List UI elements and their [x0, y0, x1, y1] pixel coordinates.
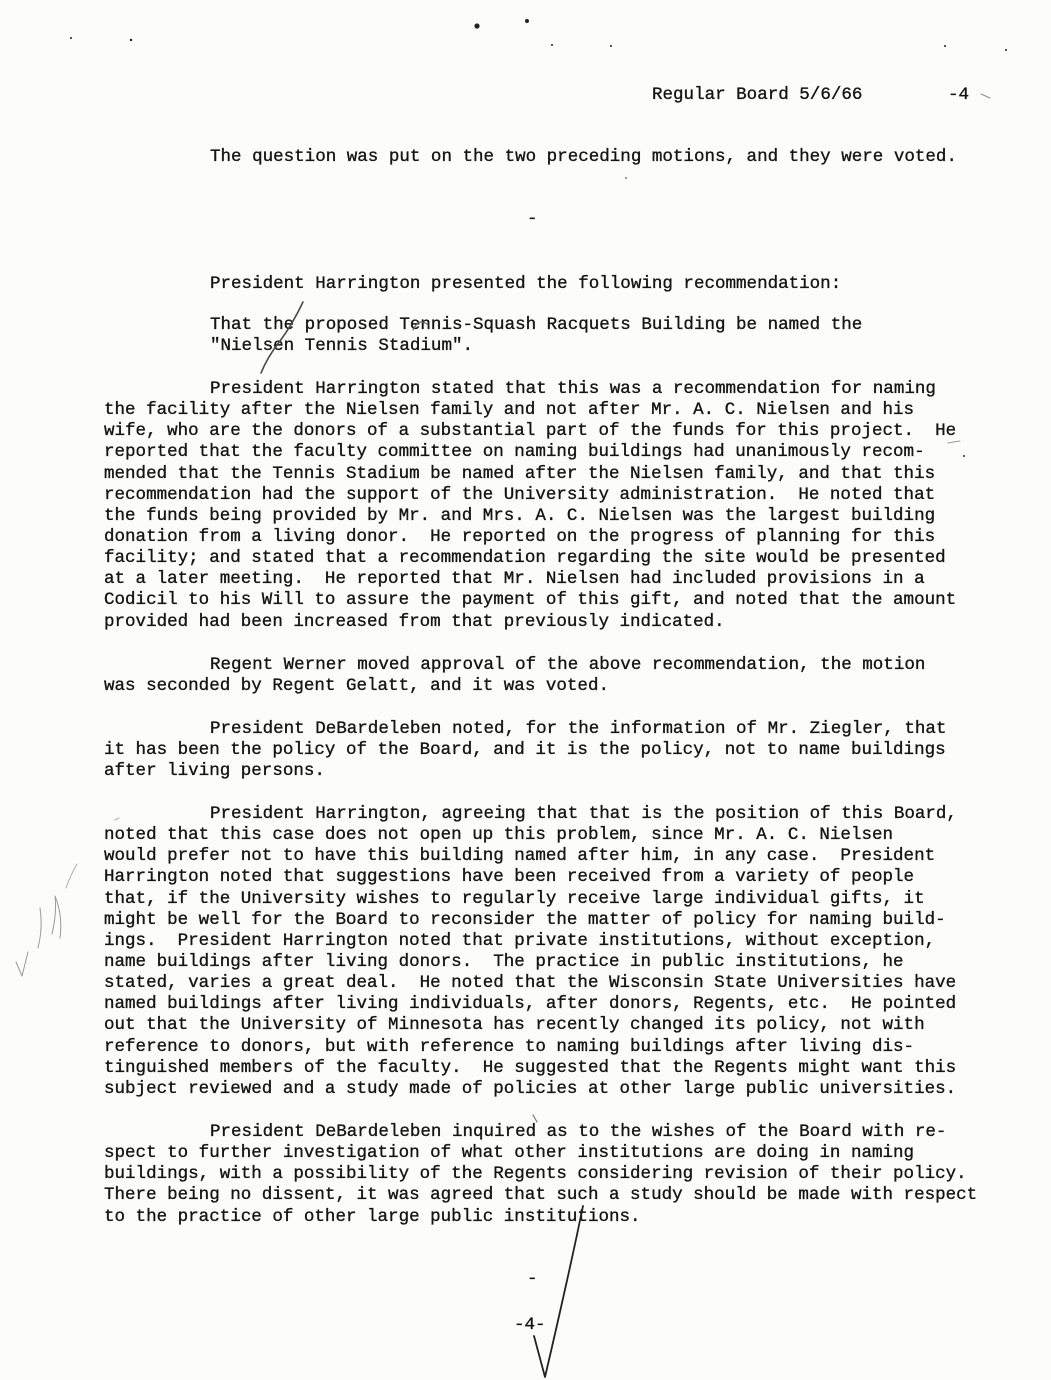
text-line: was seconded by Regent Gelatt, and it was voted.: [104, 676, 609, 697]
paragraph-study-agreement: [104, 1122, 977, 1228]
scan-speck: [130, 39, 132, 41]
text-line: That the proposed Tennis-Squash Racquets Building be named the: [210, 315, 863, 335]
margin-scribble: [66, 864, 77, 888]
text-line: at a later meeting. He reported that Mr. Nielsen had included provisions in a: [104, 569, 925, 590]
text-line: wife, who are the donors of a substantial part of the funds for this project. He: [104, 421, 957, 442]
text-line: "Nielsen Tennis Stadium".: [210, 336, 474, 357]
scan-speck: [1005, 49, 1007, 51]
text-line: buildings, with a possibility of the Regents considering revision of their policy.: [104, 1164, 967, 1185]
tick-mark: [533, 1115, 537, 1122]
text-line: President Harrington stated that this was a recommendation for naming: [210, 379, 936, 399]
text-line: Regent Werner moved approval of the above recommendation, the motion: [210, 655, 926, 675]
text-line: President DeBardeleben inquired as to the wishes of the Board with re-: [210, 1122, 947, 1142]
text-line: donation from a living donor. He reported on the progress of planning for this: [104, 526, 936, 547]
scan-speck: [70, 37, 72, 39]
paragraph-naming-recommendation: [104, 379, 956, 633]
text-line: after living persons.: [104, 761, 325, 782]
text-line: named buildings after living individuals, after donors, Regents, etc. He pointed: [104, 994, 957, 1015]
text-line: tinguished members of the faculty. He suggested that the Regents might want this: [104, 1057, 957, 1078]
text-line: subject reviewed and a study made of policies at other large public universities.: [104, 1078, 957, 1099]
paragraph-policy-discussion: [104, 804, 957, 1100]
text-line: name buildings after living donors. The practice in public institutions, he: [104, 951, 904, 972]
margin-scribble: [16, 952, 28, 976]
scan-speck: [963, 455, 965, 457]
recommendation-quote: [210, 315, 862, 357]
text-line: that, if the University wishes to regularly receive large individual gifts, it: [104, 888, 925, 909]
text-line: There being no dissent, it was agreed that such a study should be made with respect: [104, 1185, 978, 1206]
text-line: ings. President Harrington noted that private institutions, without exception,: [104, 930, 936, 951]
header-mark: [981, 94, 990, 98]
text-line: might be well for the Board to reconsider the matter of policy for naming build-: [104, 909, 946, 930]
separator-top: -: [527, 209, 538, 229]
header-page-number: -4: [948, 85, 970, 105]
text-line: the facility after the Nielsen family and not after Mr. A. C. Nielsen and his: [104, 400, 915, 421]
header-title: Regular Board 5/6/66: [652, 85, 863, 105]
separator-bottom: -: [527, 1269, 538, 1289]
text-line: facility; and stated that a recommendation regarding the site would be presented: [104, 548, 946, 569]
text-line: stated, varies a great deal. He noted that the Wisconsin State Universities have: [104, 973, 957, 994]
text-line: the funds being provided by Mr. and Mrs. A. C. Nielsen was the largest building: [104, 505, 936, 526]
scan-speck: [944, 45, 946, 47]
scan-speck: [610, 45, 612, 47]
text-line: out that the University of Minnesota has recently changed its policy, not with: [104, 1015, 925, 1036]
intro-line: The question was put on the two preceding motions, and they were voted.: [210, 147, 957, 167]
margin-scribble: [38, 908, 41, 948]
paragraph-motion-approval: [104, 655, 925, 697]
check-mark: [534, 1206, 583, 1377]
text-line: noted that this case does not open up this problem, since Mr. A. C. Nielsen: [104, 825, 894, 846]
text-line: President DeBardeleben noted, for the information of Mr. Ziegler, that: [210, 719, 947, 739]
scan-speck: [525, 19, 529, 23]
footer-page-number: -4-: [514, 1315, 546, 1335]
paragraph-board-policy: [104, 719, 946, 782]
text-line: provided had been increased from that previously indicated.: [104, 611, 725, 632]
text-line: Codicil to his Will to assure the payment of this gift, and noted that the amount: [104, 590, 957, 611]
text-line: mended that the Tennis Stadium be named after the Nielsen family, and that this: [104, 463, 936, 484]
text-line: it has been the policy of the Board, and it is the policy, not to name buildings: [104, 740, 946, 761]
scan-speck: [551, 44, 553, 46]
margin-scribble: [52, 896, 61, 938]
text-line: reported that the faculty committee on naming buildings had unanimously recom-: [104, 442, 925, 463]
text-line: to the practice of other large public institutions.: [104, 1206, 641, 1227]
scan-speck: [625, 177, 627, 179]
text-line: recommendation had the support of the University administration. He noted that: [104, 484, 936, 505]
text-line: Harrington noted that suggestions have been received from a variety of people: [104, 867, 915, 888]
recommendation-intro: President Harrington presented the following recommendation:: [210, 274, 842, 294]
scan-speck: [474, 23, 479, 28]
text-line: reference to donors, but with reference to naming buildings after living dis-: [104, 1036, 915, 1057]
text-line: President Harrington, agreeing that that is the position of this Board,: [210, 804, 957, 824]
text-line: would prefer not to have this building named after him, in any case. President: [104, 846, 936, 867]
text-line: spect to further investigation of what other institutions are doing in naming: [104, 1143, 915, 1164]
